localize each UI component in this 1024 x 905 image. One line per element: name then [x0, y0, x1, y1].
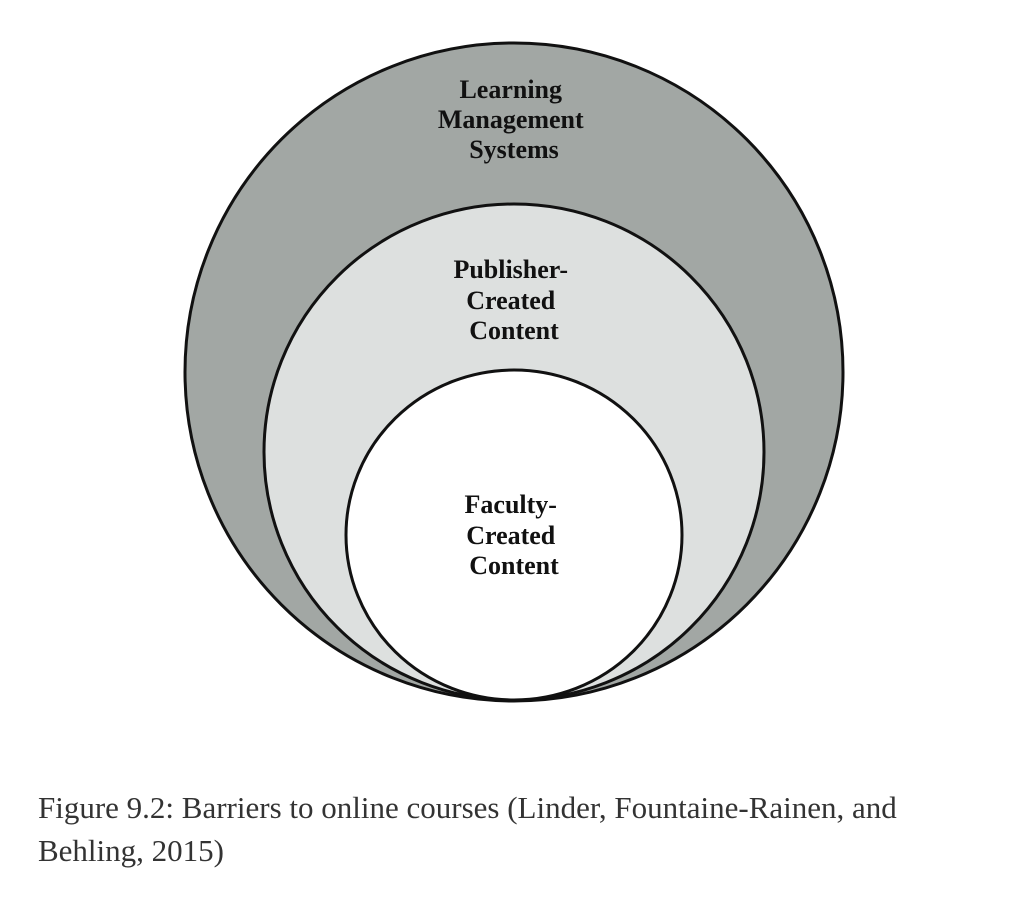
inner-label-line-1: Faculty- — [464, 490, 557, 519]
outer-label-line-1: Learning — [459, 75, 563, 104]
outer-label-line-3: Systems — [469, 135, 559, 164]
figure-caption: Figure 9.2: Barriers to online courses (Linder, Fountaine-Rainen, and Behling, 2015) — [38, 790, 897, 868]
inner-label-line-3: Content — [469, 551, 559, 580]
inner-label-line-2: Created — [466, 521, 556, 550]
middle-label-line-3: Content — [469, 316, 559, 345]
faculty-created-content-label — [465, 490, 564, 580]
middle-label-line-2: Created — [466, 286, 556, 315]
outer-label-line-2: Management — [437, 105, 584, 134]
publisher-created-content-label — [453, 255, 574, 345]
middle-label-line-1: Publisher- — [453, 255, 569, 284]
